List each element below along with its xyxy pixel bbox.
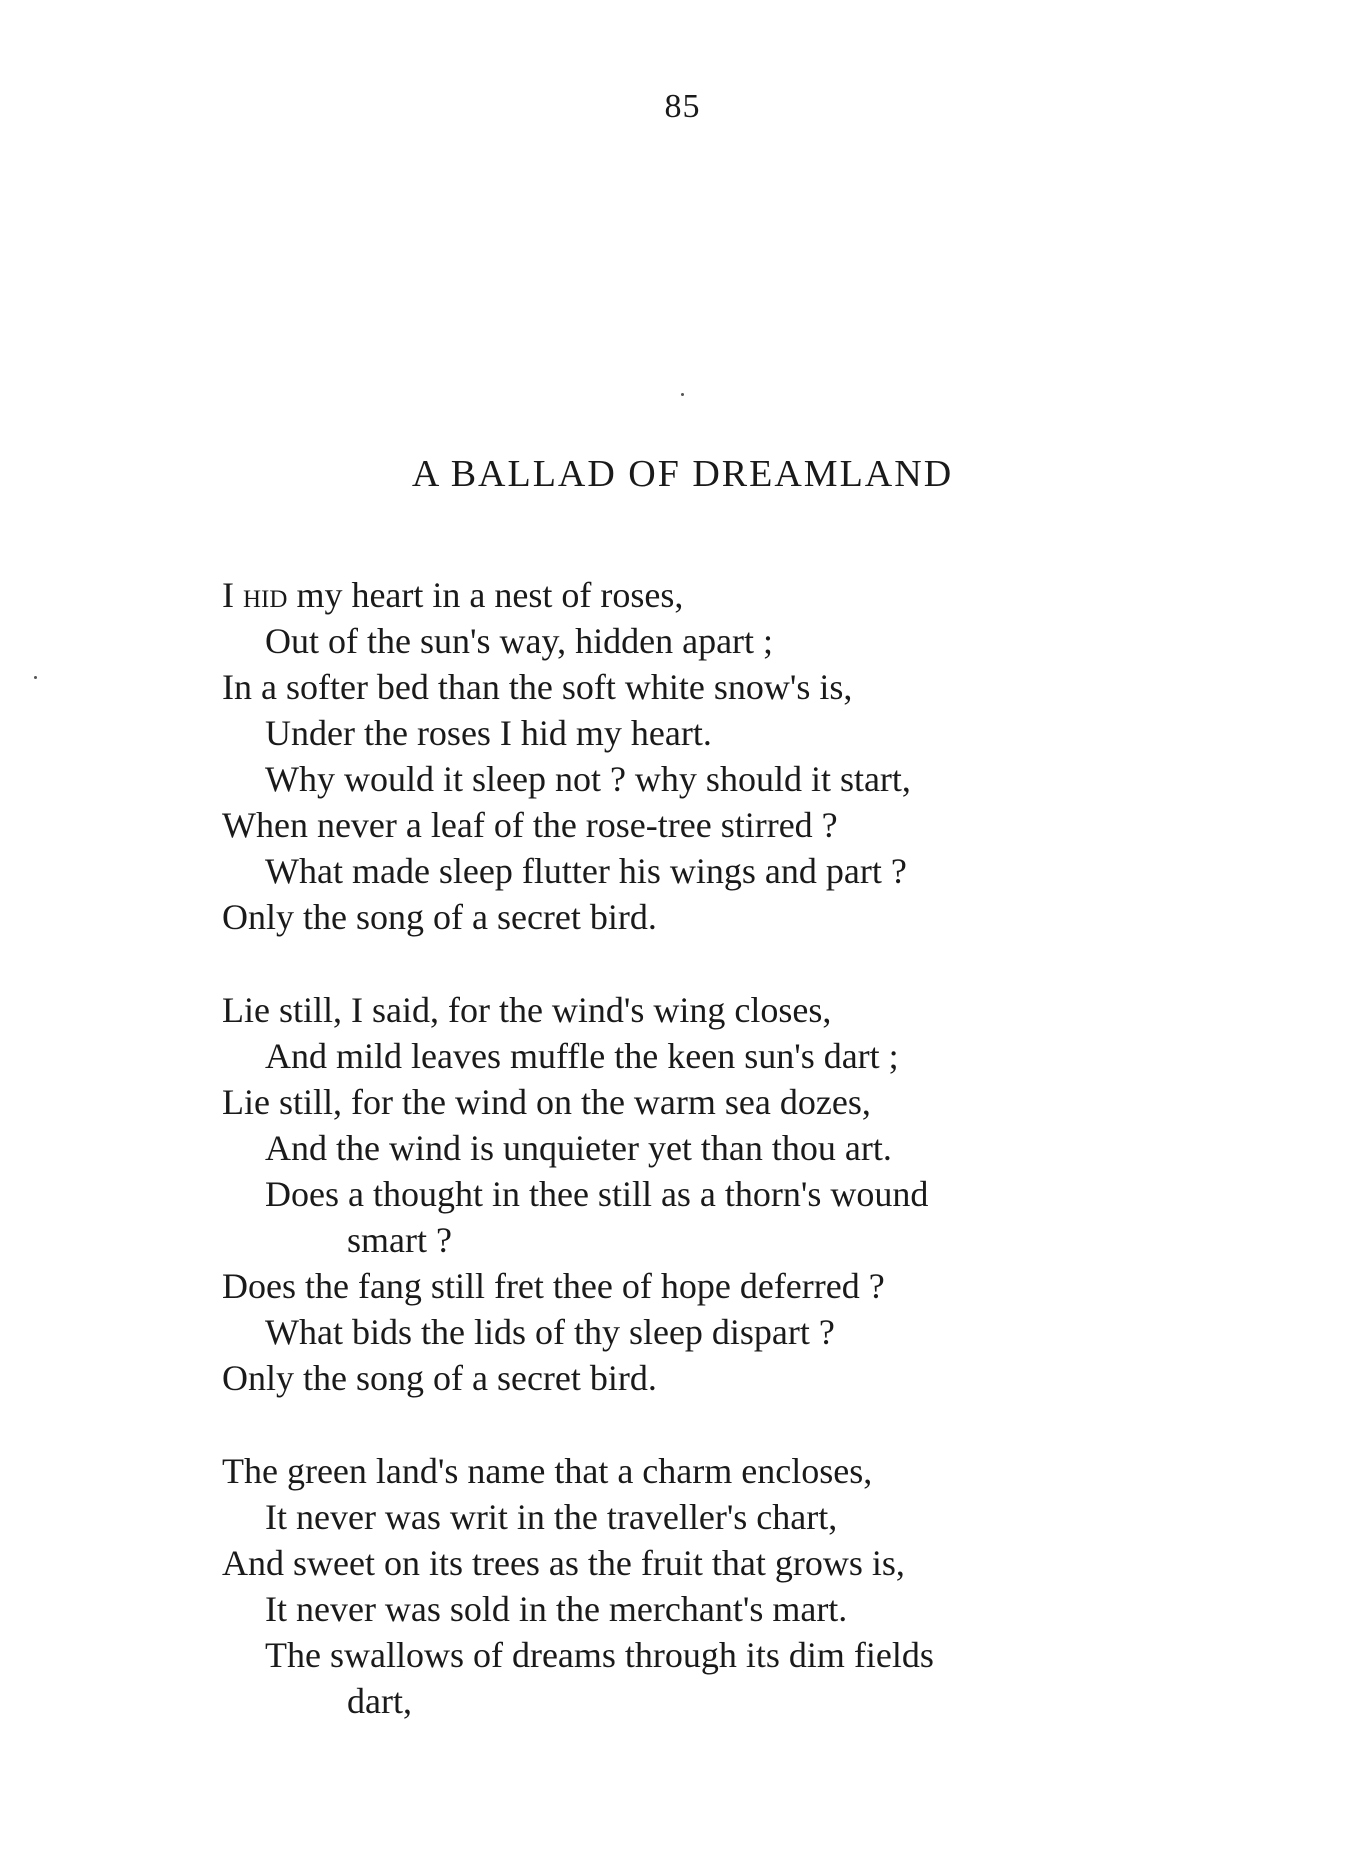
poem-line: And the wind is unquieter yet than thou art. xyxy=(265,1128,892,1168)
poem-line: Lie still, for the wind on the warm sea dozes, xyxy=(222,1082,871,1122)
poem-line: Why would it sleep not ? why should it start, xyxy=(265,759,911,799)
poem-line: Only the song of a secret bird. xyxy=(222,1358,657,1398)
poem-line xyxy=(222,572,1182,618)
poem-line: The swallows of dreams through its dim fields xyxy=(265,1635,934,1675)
poem-line: The green land's name that a charm encloses, xyxy=(222,1451,873,1491)
poem-line: Only the song of a secret bird. xyxy=(222,897,657,937)
poem-line: It never was sold in the merchant's mart. xyxy=(265,1589,848,1629)
stanza-1 xyxy=(222,572,1182,940)
page-number: 85 xyxy=(664,88,701,125)
smallcaps-word: hid xyxy=(243,575,288,615)
poem-line: Out of the sun's way, hidden apart ; xyxy=(265,621,774,661)
poem-line: In a softer bed than the soft white snow's is, xyxy=(222,667,853,707)
line-first-word: I xyxy=(222,575,243,615)
stanza-2 xyxy=(222,987,1182,1401)
poem-line: Lie still, I said, for the wind's wing closes, xyxy=(222,990,832,1030)
scan-speck xyxy=(681,393,684,396)
poem-line: What bids the lids of thy sleep dispart ? xyxy=(265,1312,835,1352)
stanza-3 xyxy=(222,1448,1182,1724)
poem-line-continuation: smart ? xyxy=(347,1220,452,1260)
poem-line-continuation: dart, xyxy=(347,1681,412,1721)
poem-line: And mild leaves muffle the keen sun's dart ; xyxy=(265,1036,899,1076)
poem-body xyxy=(222,572,1182,1771)
poem-line: Does a thought in thee still as a thorn's wound xyxy=(265,1174,929,1214)
poem-line: It never was writ in the traveller's chart, xyxy=(265,1497,838,1537)
poem-line: Under the roses I hid my heart. xyxy=(265,713,712,753)
poem-line: And sweet on its trees as the fruit that grows is, xyxy=(222,1543,905,1583)
poem-line: Does the fang still fret thee of hope deferred ? xyxy=(222,1266,885,1306)
poem-line: What made sleep flutter his wings and part ? xyxy=(265,851,907,891)
poem-line: When never a leaf of the rose-tree stirred ? xyxy=(222,805,838,845)
poem-title: A BALLAD OF DREAMLAND xyxy=(411,453,954,495)
line-rest: my heart in a nest of roses, xyxy=(287,575,684,615)
scan-speck xyxy=(34,676,37,679)
